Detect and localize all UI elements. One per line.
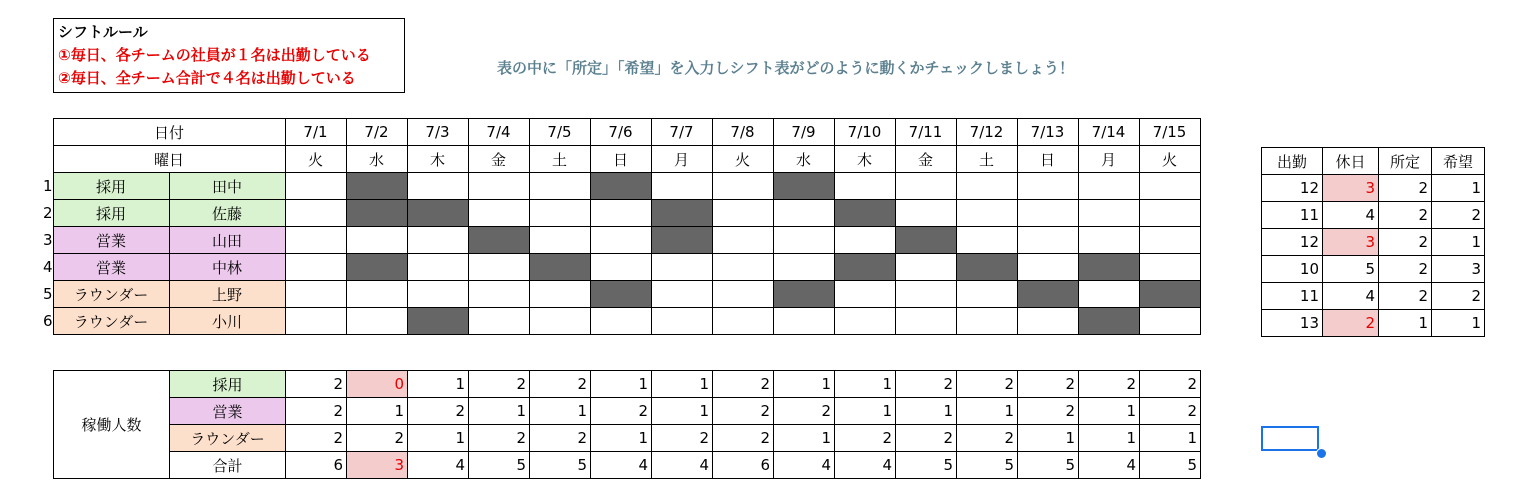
day-off-cell[interactable]: [407, 308, 468, 335]
headcount-cell[interactable]: 4: [591, 452, 652, 479]
employee-row: [40, 281, 1200, 308]
headcount-cell[interactable]: 1: [896, 398, 957, 425]
shift-cell[interactable]: [1078, 200, 1139, 227]
shift-cell[interactable]: [834, 281, 895, 308]
shift-cell[interactable]: [529, 227, 590, 254]
summary-row: [1262, 283, 1485, 310]
headcount-cell[interactable]: 4: [408, 452, 469, 479]
shift-cell[interactable]: [468, 200, 529, 227]
shift-cell[interactable]: [895, 200, 956, 227]
headcount-cell[interactable]: 2: [469, 425, 530, 452]
date-cell[interactable]: 7/13: [1017, 119, 1078, 146]
weekday-cell[interactable]: 水: [773, 146, 834, 173]
team-cell[interactable]: 営業: [53, 227, 169, 254]
shift-rules-box: [53, 18, 405, 93]
shift-cell[interactable]: [712, 308, 773, 335]
team-cell[interactable]: 営業: [53, 254, 169, 281]
shift-cell[interactable]: [773, 254, 834, 281]
summary-cell[interactable]: 1: [1432, 310, 1485, 337]
headcount-cell[interactable]: 2: [774, 398, 835, 425]
shift-rule-2: ②毎日、全チーム合計で４名は出勤している: [58, 69, 356, 87]
day-off-cell[interactable]: [529, 254, 590, 281]
shift-cell[interactable]: [834, 227, 895, 254]
headcount-cell[interactable]: 1: [469, 398, 530, 425]
shift-cell[interactable]: [956, 173, 1017, 200]
summary-cell[interactable]: 11: [1262, 283, 1323, 310]
selected-cell[interactable]: [1261, 426, 1319, 451]
day-off-cell[interactable]: [773, 281, 834, 308]
headcount-cell[interactable]: 5: [530, 452, 591, 479]
shift-cell[interactable]: [1078, 227, 1139, 254]
shift-cell[interactable]: [1017, 254, 1078, 281]
shift-cell[interactable]: [712, 227, 773, 254]
date-cell[interactable]: 7/3: [407, 119, 468, 146]
summary-table: [1261, 147, 1485, 337]
shift-cell[interactable]: [712, 254, 773, 281]
shift-cell[interactable]: [285, 308, 346, 335]
summary-cell[interactable]: 3: [1323, 229, 1379, 256]
shift-cell[interactable]: [895, 254, 956, 281]
summary-cell[interactable]: 2: [1432, 202, 1485, 229]
summary-cell[interactable]: 1: [1432, 175, 1485, 202]
date-cell[interactable]: 7/11: [895, 119, 956, 146]
day-off-cell[interactable]: [834, 200, 895, 227]
team-cell[interactable]: ラウンダー: [53, 281, 169, 308]
headcount-cell[interactable]: 2: [530, 371, 591, 398]
shift-cell[interactable]: [956, 200, 1017, 227]
team-cell[interactable]: 採用: [53, 173, 169, 200]
summary-cell[interactable]: 4: [1323, 202, 1379, 229]
employee-name[interactable]: 田中: [169, 173, 285, 200]
shift-cell[interactable]: [407, 254, 468, 281]
headcount-cell[interactable]: 1: [1079, 398, 1140, 425]
headcount-cell[interactable]: 2: [713, 371, 774, 398]
shift-cell[interactable]: [1139, 227, 1200, 254]
day-off-cell[interactable]: [651, 200, 712, 227]
weekday-cell[interactable]: 月: [651, 146, 712, 173]
employee-row: [40, 308, 1200, 335]
weekday-cell[interactable]: 火: [285, 146, 346, 173]
headcount-cell[interactable]: 5: [896, 452, 957, 479]
date-cell[interactable]: 7/15: [1139, 119, 1200, 146]
day-off-cell[interactable]: [834, 254, 895, 281]
day-off-cell[interactable]: [1017, 281, 1078, 308]
headcount-cell[interactable]: 2: [530, 425, 591, 452]
headcount-cell[interactable]: 1: [408, 371, 469, 398]
headcount-cell[interactable]: 2: [1140, 371, 1201, 398]
headcount-cell[interactable]: 5: [957, 452, 1018, 479]
headcount-cell[interactable]: 1: [835, 398, 896, 425]
shift-cell[interactable]: [468, 308, 529, 335]
headcount-cell[interactable]: 2: [347, 425, 408, 452]
headcount-cell[interactable]: 2: [713, 425, 774, 452]
weekday-cell[interactable]: 木: [834, 146, 895, 173]
date-header-row: [40, 119, 1200, 146]
shift-cell[interactable]: [1078, 281, 1139, 308]
weekday-cell[interactable]: 土: [956, 146, 1017, 173]
headcount-row: [54, 425, 1201, 452]
summary-cell[interactable]: 12: [1262, 229, 1323, 256]
summary-cell[interactable]: 2: [1379, 202, 1432, 229]
headcount-cell[interactable]: 1: [591, 425, 652, 452]
headcount-row: [54, 452, 1201, 479]
date-cell[interactable]: 7/7: [651, 119, 712, 146]
summary-header[interactable]: 出勤: [1262, 148, 1323, 175]
headcount-cell[interactable]: 1: [530, 398, 591, 425]
headcount-cell[interactable]: 1: [652, 398, 713, 425]
headcount-team[interactable]: 合計: [170, 452, 286, 479]
summary-cell[interactable]: 2: [1379, 256, 1432, 283]
shift-cell[interactable]: [468, 254, 529, 281]
date-cell[interactable]: 7/8: [712, 119, 773, 146]
summary-row: [1262, 229, 1485, 256]
headcount-cell[interactable]: 2: [1079, 371, 1140, 398]
shift-schedule-table: [40, 118, 1201, 335]
headcount-cell[interactable]: 2: [957, 425, 1018, 452]
summary-header[interactable]: 休日: [1323, 148, 1379, 175]
day-off-cell[interactable]: [1139, 281, 1200, 308]
day-off-cell[interactable]: [956, 254, 1017, 281]
summary-header-row: [1262, 148, 1485, 175]
headcount-cell[interactable]: 0: [347, 371, 408, 398]
day-off-cell[interactable]: [1078, 254, 1139, 281]
headcount-team[interactable]: 採用: [170, 371, 286, 398]
headcount-cell[interactable]: 2: [835, 425, 896, 452]
shift-cell[interactable]: [529, 308, 590, 335]
headcount-cell[interactable]: 4: [774, 452, 835, 479]
date-cell[interactable]: 7/5: [529, 119, 590, 146]
shift-cell[interactable]: [1017, 200, 1078, 227]
row-number: 1: [42, 177, 53, 195]
headcount-cell[interactable]: 1: [347, 398, 408, 425]
headcount-cell[interactable]: 2: [286, 425, 347, 452]
headcount-cell[interactable]: 2: [591, 398, 652, 425]
shift-cell[interactable]: [1139, 200, 1200, 227]
instruction-text: 表の中に「所定」「希望」を入力しシフト表がどのように動くかチェックしましょう！: [497, 59, 1075, 77]
weekday-label[interactable]: 曜日: [53, 146, 285, 173]
shift-cell[interactable]: [407, 281, 468, 308]
corner-blank: [40, 146, 53, 173]
shift-cell[interactable]: [468, 281, 529, 308]
team-cell[interactable]: ラウンダー: [53, 308, 169, 335]
employee-row: [40, 173, 1200, 200]
summary-header[interactable]: 所定: [1379, 148, 1432, 175]
shift-cell[interactable]: [834, 173, 895, 200]
date-cell[interactable]: 7/6: [590, 119, 651, 146]
day-off-cell[interactable]: [346, 200, 407, 227]
headcount-cell[interactable]: 2: [408, 398, 469, 425]
shift-cell[interactable]: [956, 227, 1017, 254]
employee-row: [40, 200, 1200, 227]
headcount-cell[interactable]: 4: [1079, 452, 1140, 479]
headcount-cell[interactable]: 4: [835, 452, 896, 479]
shift-cell[interactable]: [651, 254, 712, 281]
summary-row: [1262, 175, 1485, 202]
headcount-cell[interactable]: 1: [591, 371, 652, 398]
shift-cell[interactable]: [651, 173, 712, 200]
employee-row: [40, 227, 1200, 254]
headcount-team[interactable]: 営業: [170, 398, 286, 425]
summary-cell[interactable]: 13: [1262, 310, 1323, 337]
date-cell[interactable]: 7/12: [956, 119, 1017, 146]
headcount-cell[interactable]: 1: [774, 425, 835, 452]
employee-row: [40, 254, 1200, 281]
employee-name[interactable]: 佐藤: [169, 200, 285, 227]
headcount-cell[interactable]: 6: [713, 452, 774, 479]
summary-cell[interactable]: 2: [1379, 229, 1432, 256]
shift-cell[interactable]: [1139, 254, 1200, 281]
team-cell[interactable]: 採用: [53, 200, 169, 227]
headcount-cell[interactable]: 1: [835, 371, 896, 398]
headcount-cell[interactable]: 1: [408, 425, 469, 452]
date-cell[interactable]: 7/1: [285, 119, 346, 146]
headcount-cell[interactable]: 2: [469, 371, 530, 398]
shift-cell[interactable]: [956, 308, 1017, 335]
headcount-cell[interactable]: 2: [896, 371, 957, 398]
weekday-cell[interactable]: 金: [895, 146, 956, 173]
headcount-cell[interactable]: 4: [652, 452, 713, 479]
employee-name[interactable]: 山田: [169, 227, 285, 254]
headcount-cell[interactable]: 2: [652, 425, 713, 452]
employee-name[interactable]: 小川: [169, 308, 285, 335]
weekday-cell[interactable]: 月: [1078, 146, 1139, 173]
date-cell[interactable]: 7/14: [1078, 119, 1139, 146]
headcount-cell[interactable]: 1: [1140, 425, 1201, 452]
shift-cell[interactable]: [651, 308, 712, 335]
shift-cell[interactable]: [346, 227, 407, 254]
date-cell[interactable]: 7/10: [834, 119, 895, 146]
headcount-cell[interactable]: 2: [1018, 371, 1079, 398]
shift-rule-1: ①毎日、各チームの社員が１名は出勤している: [58, 46, 371, 64]
headcount-cell[interactable]: 5: [1018, 452, 1079, 479]
corner-blank: [40, 119, 53, 146]
day-off-cell[interactable]: [895, 227, 956, 254]
shift-cell[interactable]: [651, 281, 712, 308]
weekday-cell[interactable]: 日: [1017, 146, 1078, 173]
row-number: 2: [42, 204, 53, 222]
headcount-cell[interactable]: 2: [1140, 398, 1201, 425]
summary-row: [1262, 310, 1485, 337]
shift-cell[interactable]: [468, 173, 529, 200]
shift-cell[interactable]: [773, 308, 834, 335]
row-number: 6: [42, 312, 53, 330]
shift-cell[interactable]: [407, 227, 468, 254]
day-off-cell[interactable]: [773, 173, 834, 200]
row-number: 5: [42, 285, 53, 303]
summary-cell[interactable]: 10: [1262, 256, 1323, 283]
weekday-cell[interactable]: 日: [590, 146, 651, 173]
shift-cell[interactable]: [285, 281, 346, 308]
shift-cell[interactable]: [590, 254, 651, 281]
shift-cell[interactable]: [895, 173, 956, 200]
shift-cell[interactable]: [1139, 308, 1200, 335]
date-cell[interactable]: 7/4: [468, 119, 529, 146]
weekday-cell[interactable]: 水: [346, 146, 407, 173]
day-off-cell[interactable]: [590, 281, 651, 308]
shift-cell[interactable]: [285, 227, 346, 254]
summary-cell[interactable]: 11: [1262, 202, 1323, 229]
headcount-cell[interactable]: 5: [1140, 452, 1201, 479]
weekday-cell[interactable]: 土: [529, 146, 590, 173]
day-off-cell[interactable]: [590, 173, 651, 200]
headcount-cell[interactable]: 1: [774, 371, 835, 398]
shift-cell[interactable]: [712, 173, 773, 200]
date-cell[interactable]: 7/9: [773, 119, 834, 146]
summary-row: [1262, 256, 1485, 283]
date-label[interactable]: 日付: [53, 119, 285, 146]
weekday-cell[interactable]: 木: [407, 146, 468, 173]
headcount-cell[interactable]: 2: [1018, 398, 1079, 425]
summary-cell[interactable]: 2: [1432, 283, 1485, 310]
headcount-cell[interactable]: 1: [1018, 425, 1079, 452]
summary-cell[interactable]: 1: [1432, 229, 1485, 256]
summary-cell[interactable]: 2: [1323, 310, 1379, 337]
weekday-cell[interactable]: 火: [712, 146, 773, 173]
shift-cell[interactable]: [407, 173, 468, 200]
summary-cell[interactable]: 5: [1323, 256, 1379, 283]
headcount-row: [54, 371, 1201, 398]
headcount-cell[interactable]: 1: [957, 398, 1018, 425]
shift-cell[interactable]: [834, 308, 895, 335]
headcount-cell[interactable]: 3: [347, 452, 408, 479]
weekday-cell[interactable]: 金: [468, 146, 529, 173]
headcount-cell[interactable]: 1: [652, 371, 713, 398]
shift-cell[interactable]: [712, 281, 773, 308]
headcount-cell[interactable]: 2: [957, 371, 1018, 398]
shift-cell[interactable]: [1017, 308, 1078, 335]
shift-cell[interactable]: [895, 308, 956, 335]
employee-name[interactable]: 上野: [169, 281, 285, 308]
shift-cell[interactable]: [773, 200, 834, 227]
headcount-cell[interactable]: 1: [1079, 425, 1140, 452]
headcount-cell[interactable]: 2: [896, 425, 957, 452]
shift-cell[interactable]: [529, 281, 590, 308]
shift-cell[interactable]: [346, 281, 407, 308]
day-off-cell[interactable]: [346, 173, 407, 200]
shift-cell[interactable]: [285, 200, 346, 227]
summary-cell[interactable]: 3: [1432, 256, 1485, 283]
summary-header[interactable]: 希望: [1432, 148, 1485, 175]
shift-cell[interactable]: [590, 227, 651, 254]
shift-cell[interactable]: [1017, 173, 1078, 200]
shift-cell[interactable]: [1078, 173, 1139, 200]
row-number: 3: [42, 231, 53, 249]
headcount-cell[interactable]: 2: [286, 398, 347, 425]
fill-handle[interactable]: [1316, 448, 1327, 459]
shift-rules-title: シフトルール: [58, 23, 148, 41]
shift-cell[interactable]: [346, 308, 407, 335]
day-off-cell[interactable]: [468, 227, 529, 254]
shift-cell[interactable]: [712, 200, 773, 227]
shift-cell[interactable]: [773, 227, 834, 254]
shift-cell[interactable]: [895, 281, 956, 308]
headcount-cell[interactable]: 6: [286, 452, 347, 479]
summary-cell[interactable]: 2: [1379, 283, 1432, 310]
headcount-cell[interactable]: 2: [713, 398, 774, 425]
shift-cell[interactable]: [956, 281, 1017, 308]
headcount-cell[interactable]: 2: [286, 371, 347, 398]
headcount-cell[interactable]: 5: [469, 452, 530, 479]
row-number: 4: [42, 258, 53, 276]
shift-cell[interactable]: [285, 254, 346, 281]
shift-cell[interactable]: [529, 200, 590, 227]
summary-cell[interactable]: 12: [1262, 175, 1323, 202]
shift-cell[interactable]: [285, 173, 346, 200]
day-off-cell[interactable]: [1078, 308, 1139, 335]
shift-cell[interactable]: [590, 200, 651, 227]
weekday-header-row: [40, 146, 1200, 173]
date-cell[interactable]: 7/2: [346, 119, 407, 146]
shift-cell[interactable]: [590, 308, 651, 335]
shift-cell[interactable]: [529, 173, 590, 200]
day-off-cell[interactable]: [407, 200, 468, 227]
shift-cell[interactable]: [1017, 227, 1078, 254]
weekday-cell[interactable]: 火: [1139, 146, 1200, 173]
headcount-team[interactable]: ラウンダー: [170, 425, 286, 452]
summary-cell[interactable]: 4: [1323, 283, 1379, 310]
shift-cell[interactable]: [1139, 173, 1200, 200]
headcount-row: [54, 398, 1201, 425]
employee-name[interactable]: 中林: [169, 254, 285, 281]
day-off-cell[interactable]: [651, 227, 712, 254]
summary-cell[interactable]: 2: [1379, 175, 1432, 202]
summary-row: [1262, 202, 1485, 229]
headcount-label[interactable]: 稼働人数: [54, 371, 170, 479]
day-off-cell[interactable]: [346, 254, 407, 281]
summary-cell[interactable]: 1: [1379, 310, 1432, 337]
headcount-table: [53, 370, 1201, 479]
summary-cell[interactable]: 3: [1323, 175, 1379, 202]
